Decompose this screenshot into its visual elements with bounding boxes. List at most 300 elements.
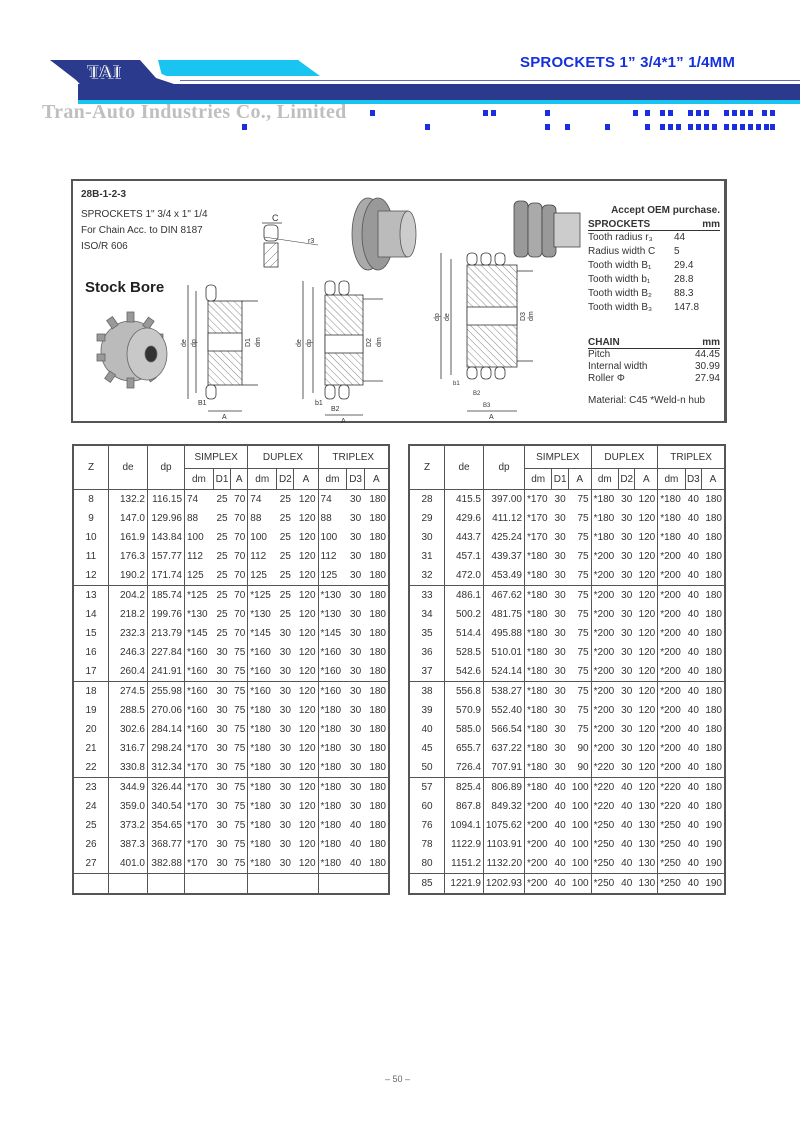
chain-spec-row	[588, 349, 720, 361]
table-cell: 125	[185, 566, 214, 586]
sprocket-spec-label: Tooth radius r₃	[588, 232, 653, 243]
table-cell: *180	[318, 701, 347, 720]
table-cell: 31	[409, 547, 445, 566]
table-row	[409, 624, 725, 643]
table-cell: 30	[350, 609, 362, 620]
table-cell: 443.7	[445, 528, 484, 547]
svg-text:dp: dp	[434, 313, 441, 321]
table-cell: 30	[216, 762, 228, 773]
banner-thin-line	[180, 80, 800, 81]
table-cell: *200	[658, 643, 685, 662]
duplex-section-drawing	[291, 281, 391, 426]
table-cell: 180	[702, 778, 725, 798]
table-cell: 75	[231, 797, 248, 816]
table-cell: 1202.93	[484, 874, 525, 895]
table-cell: 100	[568, 835, 591, 854]
table-cell: 397.00	[484, 490, 525, 510]
table-cell: 30	[350, 743, 362, 754]
table-cell: 120	[635, 778, 658, 798]
table-cell: 30	[350, 532, 362, 543]
table-cell: 25	[216, 494, 228, 505]
table-cell: 30	[552, 586, 568, 606]
table-cell: 40	[687, 820, 699, 831]
table-cell: 566.54	[484, 720, 525, 739]
table-cell: *200	[591, 720, 618, 739]
table-cell: 30	[619, 586, 635, 606]
table-cell: 120	[294, 528, 318, 547]
table-cell: 39	[409, 701, 445, 720]
table-cell: 70	[231, 528, 248, 547]
svg-text:A: A	[222, 414, 227, 421]
svg-text:b1: b1	[453, 381, 460, 387]
table-cell: 180	[702, 643, 725, 662]
table-cell: *160	[318, 662, 347, 682]
table-cell: 23	[73, 778, 109, 798]
table-cell: *250	[658, 816, 685, 835]
table-cell: 30	[554, 609, 566, 620]
table-cell: 157.77	[148, 547, 185, 566]
table-cell: 37	[409, 662, 445, 682]
table-cell: *200	[658, 701, 685, 720]
table-row	[409, 854, 725, 874]
table-cell: 88	[185, 509, 214, 528]
table-cell: 30	[216, 801, 228, 812]
table-cell: 510.01	[484, 643, 525, 662]
table-row	[409, 701, 725, 720]
table-cell: 340.54	[148, 797, 185, 816]
table-cell: 180	[364, 624, 389, 643]
table-cell: 30	[213, 778, 230, 798]
table-cell: *250	[591, 854, 618, 874]
page-title: SPROCKETS 1” 3/4*1” 1/4MM	[520, 54, 736, 71]
table-cell: 40	[621, 801, 633, 812]
table-cell: 180	[702, 490, 725, 510]
table-cell: 30	[621, 724, 633, 735]
table-cell: 25	[213, 586, 230, 606]
table-cell: *200	[591, 624, 618, 643]
table-row	[73, 701, 389, 720]
table-cell: 180	[364, 586, 389, 606]
sprocket-spec-label: Tooth width B₂	[588, 288, 652, 299]
table-cell: 180	[364, 566, 389, 586]
table-cell: *250	[591, 835, 618, 854]
table-cell: 120	[294, 778, 318, 798]
svg-text:D3: D3	[520, 312, 527, 321]
table-cell: *130	[185, 605, 214, 624]
sprocket-spec-label: Tooth width b₁	[588, 274, 651, 285]
table-cell: 30	[279, 820, 291, 831]
table-cell: 180	[364, 701, 389, 720]
table-cell: *180	[318, 816, 347, 835]
table-cell: 100	[185, 528, 214, 547]
table-cell: *200	[658, 566, 685, 586]
table-cell: 40	[687, 570, 699, 581]
table-cell: 524.14	[484, 662, 525, 682]
table-cell: 120	[294, 720, 318, 739]
table-cell: 120	[294, 816, 318, 835]
table-cell: *200	[591, 605, 618, 624]
table-cell: 120	[635, 547, 658, 566]
table-cell: 130	[635, 835, 658, 854]
table-cell: 373.2	[109, 816, 148, 835]
svg-text:B2: B2	[473, 391, 481, 397]
table-cell: 75	[231, 835, 248, 854]
table-cell: 120	[635, 682, 658, 702]
table-cell: 552.40	[484, 701, 525, 720]
table-cell: 75	[231, 816, 248, 835]
table-cell: 40	[619, 874, 635, 895]
table-cell: 40	[687, 609, 699, 620]
svg-text:A: A	[341, 418, 346, 425]
table-cell: *170	[185, 854, 214, 874]
sprockets-spec-list	[588, 231, 720, 315]
table-cell: 75	[231, 682, 248, 702]
table-cell: 30	[621, 647, 633, 658]
table-row	[409, 816, 725, 835]
table-cell: *180	[248, 720, 277, 739]
table-cell: 70	[231, 566, 248, 586]
table-row	[73, 797, 389, 816]
table-cell: 30	[621, 494, 633, 505]
table-cell: 30	[350, 494, 362, 505]
table-row	[73, 662, 389, 682]
table-row	[409, 528, 725, 547]
table-row	[409, 778, 725, 798]
table-cell: 9	[73, 509, 109, 528]
subcol-triplex-2: A	[364, 469, 389, 490]
table-cell: 30	[554, 743, 566, 754]
table-cell: 57	[409, 778, 445, 798]
table-cell: 40	[554, 858, 566, 869]
subcol-simplex-2: A	[231, 469, 248, 490]
material-note: Material: C45 *Weld-n hub	[588, 395, 706, 406]
table-cell: 30	[216, 743, 228, 754]
table-cell: 30	[216, 858, 228, 869]
table-row	[73, 720, 389, 739]
table-cell: 284.14	[148, 720, 185, 739]
table-cell: 40	[621, 858, 633, 869]
table-cell: 40	[350, 858, 362, 869]
table-cell: *160	[248, 662, 277, 682]
table-cell: 25	[279, 609, 291, 620]
table-cell: *220	[591, 797, 618, 816]
table-cell: 514.4	[445, 624, 484, 643]
table-cell: 316.7	[109, 739, 148, 758]
table-row	[409, 643, 725, 662]
col-de: de	[109, 445, 148, 490]
table-cell	[364, 874, 389, 895]
table-cell: *200	[658, 547, 685, 566]
table-cell: 25	[279, 551, 291, 562]
subcol-triplex-0: dm	[318, 469, 347, 490]
table-cell: 120	[294, 490, 318, 510]
table-cell: 481.75	[484, 605, 525, 624]
table-cell: 40	[687, 532, 699, 543]
subcol-triplex-0: dm	[658, 469, 685, 490]
table-cell: 25	[216, 609, 228, 620]
table-row	[409, 682, 725, 702]
table-cell: 30	[279, 801, 291, 812]
table-cell: 30	[554, 628, 566, 639]
svg-text:B2: B2	[331, 406, 340, 413]
table-cell: 25	[73, 816, 109, 835]
table-cell: 30	[409, 528, 445, 547]
table-cell: 30	[350, 551, 362, 562]
table-cell: 1094.1	[445, 816, 484, 835]
table-cell: 24	[73, 797, 109, 816]
table-cell: 33	[409, 586, 445, 606]
label-c: C	[272, 213, 279, 223]
table-cell: 40	[554, 839, 566, 850]
table-row	[409, 586, 725, 606]
table-cell: 100	[568, 797, 591, 816]
table-cell: 213.79	[148, 624, 185, 643]
table-cell: 120	[294, 739, 318, 758]
table-cell: 130	[635, 797, 658, 816]
table-cell: 30	[350, 724, 362, 735]
table-cell: 227.84	[148, 643, 185, 662]
col-dp: dp	[148, 445, 185, 490]
table-cell: 180	[364, 643, 389, 662]
label-r3: r3	[308, 238, 315, 245]
table-cell: 180	[702, 547, 725, 566]
table-cell: 75	[231, 778, 248, 798]
svg-text:dm: dm	[528, 311, 535, 321]
table-cell: 116.15	[148, 490, 185, 510]
table-cell: 32	[409, 566, 445, 586]
table-cell: 75	[231, 720, 248, 739]
table-cell: 30	[350, 666, 362, 677]
table-cell: *180	[525, 682, 552, 702]
subcol-simplex-1: D1	[552, 469, 568, 490]
table-cell: *130	[248, 605, 277, 624]
table-cell	[347, 874, 364, 895]
table-cell: 190	[702, 835, 725, 854]
table-cell: 467.62	[484, 586, 525, 606]
table-cell: 528.5	[445, 643, 484, 662]
table-cell: 100	[568, 874, 591, 895]
table-cell: 120	[294, 586, 318, 606]
table-cell: 302.6	[109, 720, 148, 739]
table-cell: 241.91	[148, 662, 185, 682]
table-cell: 30	[554, 666, 566, 677]
svg-text:dp: dp	[306, 339, 313, 347]
table-cell: 40	[687, 666, 699, 677]
table-cell: 806.89	[484, 778, 525, 798]
table-cell: 30	[279, 628, 291, 639]
table-cell: 120	[635, 739, 658, 758]
table-cell: 120	[294, 854, 318, 874]
table-cell: *180	[318, 739, 347, 758]
table-row	[409, 509, 725, 528]
table-cell: 25	[277, 586, 294, 606]
table-cell	[231, 874, 248, 895]
col-duplex: DUPLEX	[248, 445, 318, 469]
table-cell: *170	[185, 739, 214, 758]
table-cell: 30	[621, 551, 633, 562]
table-cell: *250	[658, 874, 685, 895]
table-cell	[294, 874, 318, 895]
table-cell: 180	[364, 720, 389, 739]
table-row	[409, 605, 725, 624]
table-cell: *180	[248, 758, 277, 778]
svg-text:de: de	[181, 339, 188, 347]
table-cell: 415.5	[445, 490, 484, 510]
table-cell: 30	[554, 532, 566, 543]
table-cell: 20	[73, 720, 109, 739]
table-cell: 30	[216, 724, 228, 735]
table-cell: 40	[552, 874, 568, 895]
table-cell: 30	[554, 494, 566, 505]
table-cell: *180	[591, 490, 618, 510]
subcol-simplex-1: D1	[213, 469, 230, 490]
table-cell: 585.0	[445, 720, 484, 739]
table-cell: 75	[568, 701, 591, 720]
table-cell	[185, 874, 214, 895]
table-cell: 25	[216, 570, 228, 581]
table-cell: 30	[350, 628, 362, 639]
table-cell: 13	[73, 586, 109, 606]
sprocket-spec-value: 44	[674, 232, 686, 243]
table-row	[409, 835, 725, 854]
table-cell: 147.0	[109, 509, 148, 528]
subcol-duplex-0: dm	[248, 469, 277, 490]
product-description: SPROCKETS 1" 3/4 x 1" 1/4	[81, 209, 208, 220]
table-cell: 30	[279, 724, 291, 735]
table-cell: 30	[279, 839, 291, 850]
table-cell: 30	[350, 801, 362, 812]
svg-text:D1: D1	[245, 338, 252, 347]
table-cell: 120	[635, 586, 658, 606]
table-cell: *200	[591, 662, 618, 682]
table-cell: 74	[185, 490, 214, 510]
sprocket-spec-label: Radius width C	[588, 246, 656, 257]
table-cell: 70	[231, 547, 248, 566]
table-row	[73, 682, 389, 702]
table-cell: 30	[279, 762, 291, 773]
table-cell: 100	[248, 528, 277, 547]
table-cell: *160	[248, 682, 277, 702]
table-cell: *160	[185, 720, 214, 739]
table-cell: 120	[294, 547, 318, 566]
table-cell: 50	[409, 758, 445, 778]
table-cell: 40	[619, 778, 635, 798]
table-cell: 190	[702, 854, 725, 874]
table-cell: *250	[591, 874, 618, 895]
chain-standard: For Chain Acc. to DIN 8187	[81, 225, 203, 236]
table-cell: 75	[231, 854, 248, 874]
sprocket-spec-value: 147.8	[674, 302, 700, 313]
table-cell: 1075.62	[484, 816, 525, 835]
table-cell: *180	[525, 566, 552, 586]
table-cell: 35	[409, 624, 445, 643]
table-cell: 18	[73, 682, 109, 702]
table-cell: *170	[185, 816, 214, 835]
table-cell: 40	[621, 839, 633, 850]
table-cell: 185.74	[148, 586, 185, 606]
table-cell: 90	[568, 739, 591, 758]
table-cell: 218.2	[109, 605, 148, 624]
chain-spec-value: 44.45	[694, 349, 720, 360]
table-cell: 326.44	[148, 778, 185, 798]
table-cell: 40	[687, 743, 699, 754]
table-cell: 76	[409, 816, 445, 835]
table-cell: *180	[525, 701, 552, 720]
table-cell: 180	[364, 605, 389, 624]
table-cell: 130	[635, 854, 658, 874]
subcol-duplex-1: D2	[277, 469, 294, 490]
spec-panel	[71, 179, 727, 423]
table-cell: 120	[294, 643, 318, 662]
table-cell: 40	[687, 724, 699, 735]
table-cell: 40	[685, 682, 701, 702]
table-cell: 40	[687, 647, 699, 658]
table-cell: *180	[525, 643, 552, 662]
table-cell: 368.77	[148, 835, 185, 854]
table-cell: 25	[279, 494, 291, 505]
table-cell: 78	[409, 835, 445, 854]
table-cell: *125	[248, 586, 277, 606]
header-banner	[40, 58, 800, 104]
table-cell: 190.2	[109, 566, 148, 586]
subcol-triplex-1: D3	[685, 469, 701, 490]
table-cell: 161.9	[109, 528, 148, 547]
table-cell: 74	[248, 490, 277, 510]
table-cell: *200	[591, 701, 618, 720]
col-dp: dp	[484, 445, 525, 490]
table-cell	[318, 874, 347, 895]
table-cell: 180	[364, 758, 389, 778]
table-cell: 180	[702, 682, 725, 702]
subcol-duplex-1: D2	[619, 469, 635, 490]
table-cell: 21	[73, 739, 109, 758]
table-cell: 1132.20	[484, 854, 525, 874]
table-cell: 30	[279, 647, 291, 658]
table-cell: 75	[568, 643, 591, 662]
table-row	[73, 854, 389, 874]
table-cell: 129.96	[148, 509, 185, 528]
table-cell: 120	[635, 490, 658, 510]
table-cell: 120	[294, 605, 318, 624]
table-cell	[277, 874, 294, 895]
svg-text:dm: dm	[255, 337, 262, 347]
table-cell: 75	[568, 490, 591, 510]
table-cell: 40	[687, 762, 699, 773]
table-cell: 180	[364, 528, 389, 547]
sprocket-spec-row	[588, 301, 720, 315]
svg-text:A: A	[489, 414, 494, 421]
logo-text: TAI	[88, 62, 122, 82]
table-cell: 30	[621, 666, 633, 677]
table-cell: 30	[621, 762, 633, 773]
table-cell: *180	[525, 586, 552, 606]
specifications-block	[588, 205, 720, 406]
table-cell: 85	[409, 874, 445, 895]
table-cell: 16	[73, 643, 109, 662]
table-cell: 171.74	[148, 566, 185, 586]
col-de: de	[445, 445, 484, 490]
table-cell: 40	[687, 705, 699, 716]
table-row	[73, 605, 389, 624]
table-cell: 100	[318, 528, 347, 547]
svg-text:dp: dp	[191, 339, 198, 347]
table-cell: 120	[294, 758, 318, 778]
table-cell: 132.2	[109, 490, 148, 510]
table-cell: 75	[568, 566, 591, 586]
col-triplex: TRIPLEX	[658, 445, 725, 469]
sprocket-spec-label: Tooth width B₃	[588, 302, 653, 313]
table-cell: *180	[248, 816, 277, 835]
